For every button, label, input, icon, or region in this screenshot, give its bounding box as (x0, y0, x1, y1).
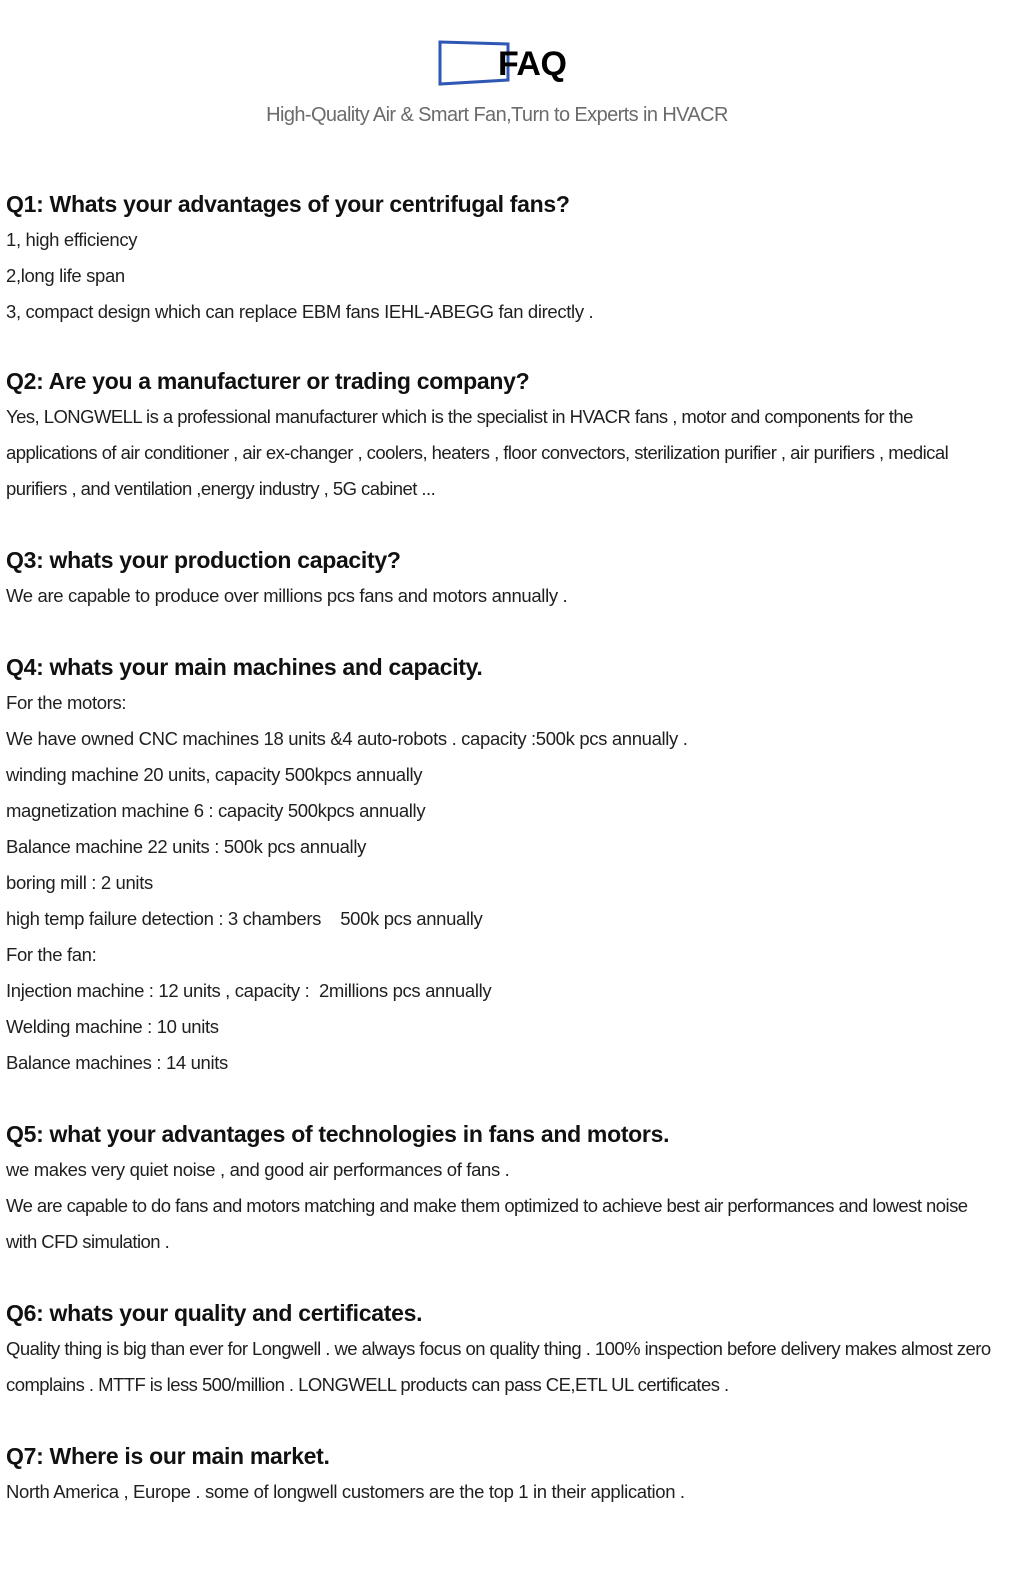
faq-item-q5 (6, 1116, 996, 1260)
faq-question: Q4: whats your main machines and capacity. (6, 654, 483, 680)
faq-answer-line: For the motors: (6, 692, 127, 713)
faq-answer-line: Balance machines : 14 units (6, 1052, 228, 1073)
faq-item-q1 (6, 186, 996, 330)
faq-answer-line: For the fan: (6, 944, 97, 965)
faq-answer-line: Balance machine 22 units : 500k pcs annually (6, 836, 366, 857)
faq-question: Q6: whats your quality and certificates. (6, 1300, 423, 1326)
faq-item-q3 (6, 542, 996, 614)
faq-answer-paragraph: Yes, LONGWELL is a professional manufacturer which is the specialist in HVACR fans , motor and components for the applications of air conditioner , air ex-changer , coolers, heaters , floor convectors, sterilization purifier , air purifiers , medical purifiers , and ventilation ,energy industry , 5G cabinet ... (6, 406, 949, 499)
faq-answer-line: winding machine 20 units, capacity 500kpcs annually (6, 764, 423, 785)
faq-list (6, 186, 996, 1536)
faq-question: Q7: Where is our main market. (6, 1443, 330, 1469)
page-title: FAQ (498, 45, 567, 83)
faq-item-q4 (6, 649, 996, 1081)
page-subtitle: High-Quality Air & Smart Fan,Turn to Experts in HVACR (266, 104, 728, 126)
faq-item-q7 (6, 1438, 996, 1510)
faq-answer-line: boring mill : 2 units (6, 872, 153, 893)
faq-answer-line: magnetization machine 6 : capacity 500kpcs annually (6, 800, 426, 821)
faq-answer-paragraph: We are capable to do fans and motors matching and make them optimized to achieve best air performances and lowest noise with CFD simulation . (6, 1195, 968, 1252)
faq-question: Q1: Whats your advantages of your centrifugal fans? (6, 191, 570, 217)
faq-answer-line: we makes very quiet noise , and good air performances of fans . (6, 1159, 510, 1180)
faq-answer-line: North America , Europe . some of longwell customers are the top 1 in their application . (6, 1481, 685, 1502)
faq-answer-paragraph: Quality thing is big than ever for Longwell . we always focus on quality thing . 100% inspection before delivery makes almost zero complains . MTTF is less 500/million . LONGWELL products can pass CE,ETL UL certificates . (6, 1338, 991, 1395)
faq-item-q6 (6, 1295, 996, 1403)
faq-answer-line: Welding machine : 10 units (6, 1016, 219, 1037)
faq-answer-line: We are capable to produce over millions pcs fans and motors annually . (6, 585, 568, 606)
faq-answer-line: Injection machine : 12 units , capacity : 2millions pcs annually (6, 980, 492, 1001)
faq-question: Q5: what your advantages of technologies in fans and motors. (6, 1121, 670, 1147)
faq-answer-line: 2,long life span (6, 265, 125, 286)
faq-item-q2 (6, 363, 996, 507)
faq-header (0, 0, 1010, 140)
faq-answer-line: 1, high efficiency (6, 229, 138, 250)
faq-answer-line: 3, compact design which can replace EBM fans IEHL-ABEGG fan directly . (6, 301, 594, 322)
faq-question: Q3: whats your production capacity? (6, 547, 401, 573)
faq-question: Q2: Are you a manufacturer or trading company? (6, 368, 530, 394)
faq-answer-line: We have owned CNC machines 18 units &4 auto-robots . capacity :500k pcs annually . (6, 728, 688, 749)
faq-answer-line: high temp failure detection : 3 chambers 500k pcs annually (6, 908, 483, 929)
